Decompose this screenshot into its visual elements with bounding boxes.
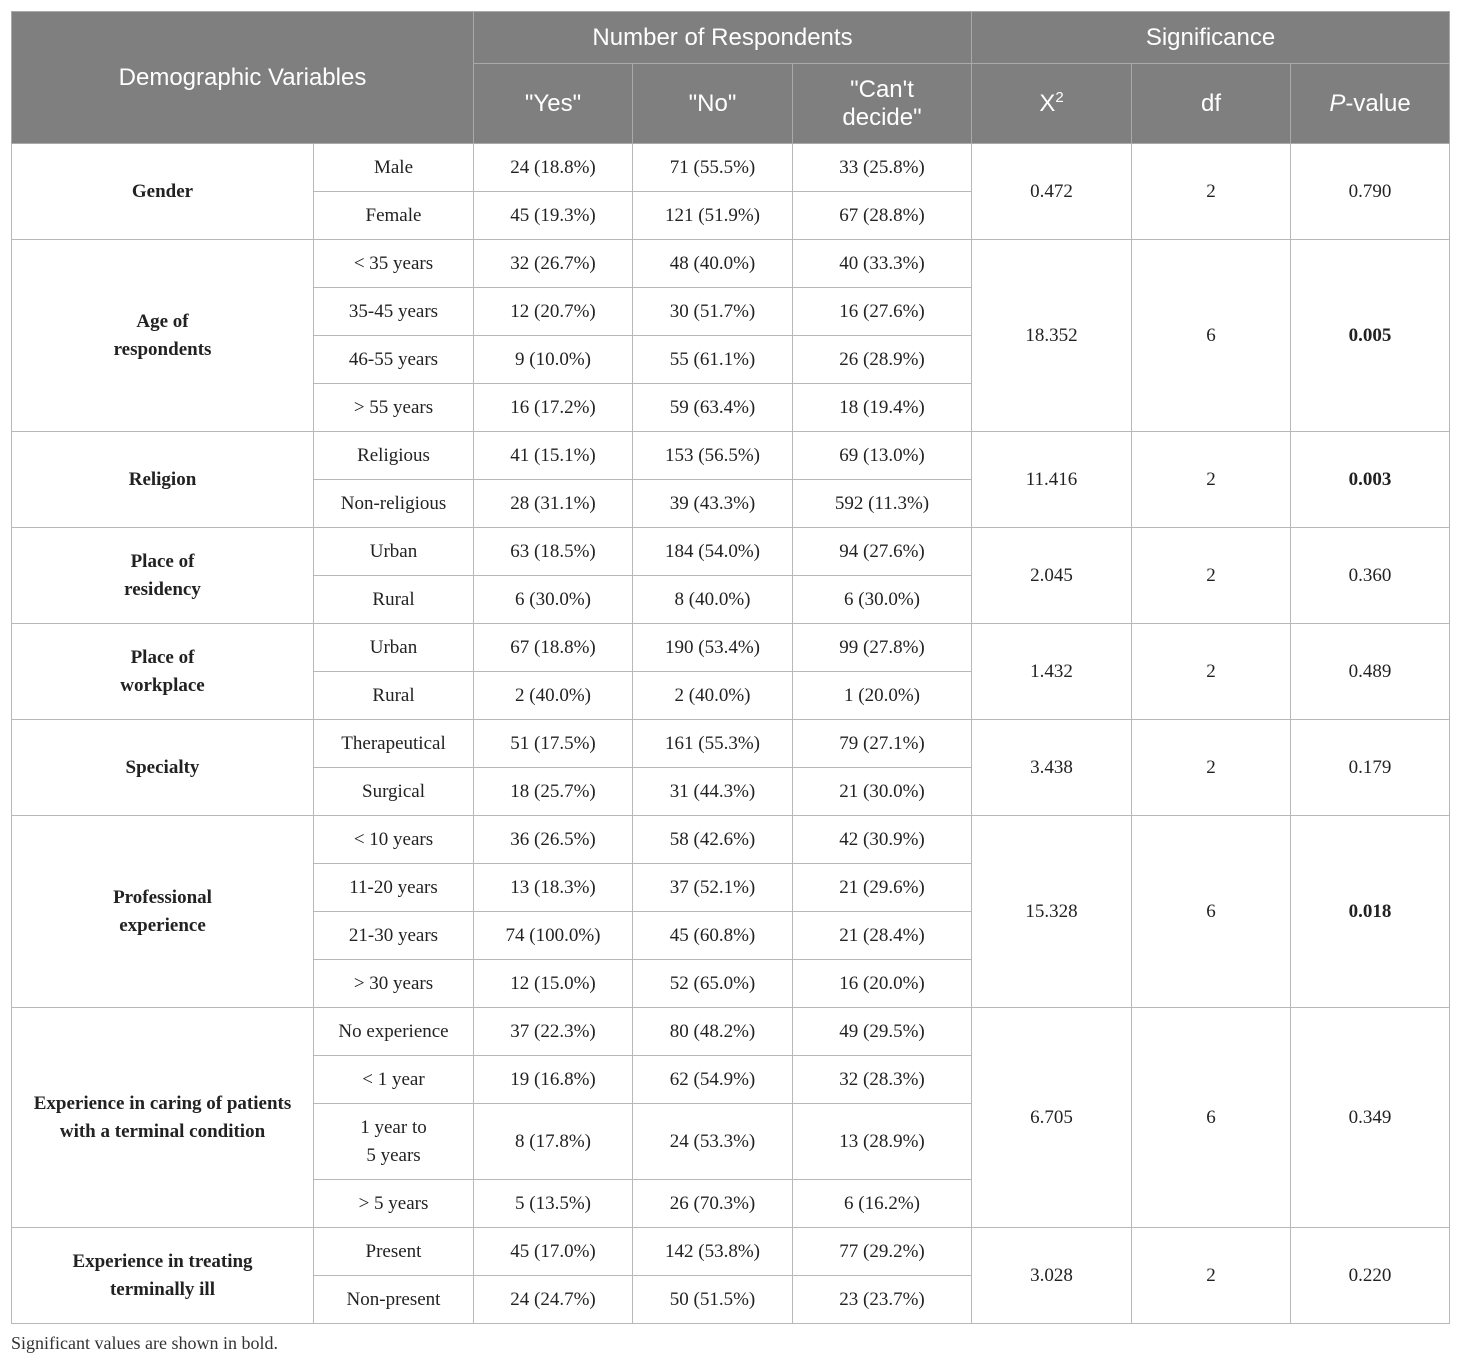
category-cell bbox=[314, 384, 474, 432]
count-no-cell: 2 (40.0%) bbox=[633, 672, 793, 720]
category-cell bbox=[314, 1180, 474, 1228]
table-header bbox=[12, 12, 1450, 144]
count-yes-cell: 19 (16.8%) bbox=[474, 1056, 633, 1104]
category-label-line: 35-45 years bbox=[348, 300, 439, 322]
chi-square-cell: 3.438 bbox=[972, 720, 1132, 816]
count-no-cell: 161 (55.3%) bbox=[633, 720, 793, 768]
df-cell: 6 bbox=[1132, 816, 1291, 1008]
count-yes-cell: 51 (17.5%) bbox=[474, 720, 633, 768]
count-yes-cell: 9 (10.0%) bbox=[474, 336, 633, 384]
count-cant-cell: 77 (29.2%) bbox=[793, 1228, 972, 1276]
chi-square-cell: 2.045 bbox=[972, 528, 1132, 624]
category-cell bbox=[314, 1276, 474, 1324]
count-no-cell: 71 (55.5%) bbox=[633, 144, 793, 192]
variable-name-line: experience bbox=[119, 914, 206, 936]
df-cell: 2 bbox=[1132, 1228, 1291, 1324]
count-yes-cell: 18 (25.7%) bbox=[474, 768, 633, 816]
count-no-cell: 8 (40.0%) bbox=[633, 576, 793, 624]
category-label-line: < 1 year bbox=[362, 1068, 425, 1090]
count-no-cell: 48 (40.0%) bbox=[633, 240, 793, 288]
count-no-cell: 30 (51.7%) bbox=[633, 288, 793, 336]
variable-name-line: workplace bbox=[120, 674, 205, 696]
count-no-cell: 58 (42.6%) bbox=[633, 816, 793, 864]
chi-square-cell: 3.028 bbox=[972, 1228, 1132, 1324]
count-yes-cell: 8 (17.8%) bbox=[474, 1104, 633, 1180]
category-label-line: 1 year to bbox=[360, 1116, 427, 1138]
header-p-value bbox=[1291, 64, 1450, 144]
p-value-cell: 0.489 bbox=[1291, 624, 1450, 720]
count-cant-cell: 40 (33.3%) bbox=[793, 240, 972, 288]
category-cell bbox=[314, 336, 474, 384]
df-cell: 2 bbox=[1132, 624, 1291, 720]
header-p-rest: -value bbox=[1345, 89, 1411, 117]
count-cant-cell: 6 (16.2%) bbox=[793, 1180, 972, 1228]
category-label-line: Male bbox=[373, 156, 414, 178]
p-value-cell: 0.349 bbox=[1291, 1008, 1450, 1228]
category-cell bbox=[314, 912, 474, 960]
count-yes-cell: 74 (100.0%) bbox=[474, 912, 633, 960]
table-row bbox=[12, 528, 1450, 576]
variable-name-line: Religion bbox=[128, 468, 197, 490]
variable-name-line: residency bbox=[124, 578, 201, 600]
count-no-cell: 26 (70.3%) bbox=[633, 1180, 793, 1228]
count-cant-cell: 21 (30.0%) bbox=[793, 768, 972, 816]
variable-name-cell bbox=[12, 144, 314, 240]
chi-square-cell: 15.328 bbox=[972, 816, 1132, 1008]
variable-name-cell bbox=[12, 240, 314, 432]
count-cant-cell: 69 (13.0%) bbox=[793, 432, 972, 480]
category-cell bbox=[314, 1228, 474, 1276]
table-row bbox=[12, 432, 1450, 480]
p-value-cell: 0.005 bbox=[1291, 240, 1450, 432]
count-cant-cell: 16 (20.0%) bbox=[793, 960, 972, 1008]
header-cant-decide-line2: decide" bbox=[842, 103, 922, 131]
variable-name-line: Place of bbox=[130, 550, 195, 572]
category-label-line: < 10 years bbox=[353, 828, 434, 850]
df-cell: 2 bbox=[1132, 432, 1291, 528]
header-df: df bbox=[1132, 64, 1291, 144]
chi-square-cell: 6.705 bbox=[972, 1008, 1132, 1228]
count-yes-cell: 28 (31.1%) bbox=[474, 480, 633, 528]
category-label-line: Non-religious bbox=[340, 492, 447, 514]
category-label-line: No experience bbox=[338, 1020, 449, 1042]
category-cell bbox=[314, 192, 474, 240]
variable-name-cell bbox=[12, 432, 314, 528]
count-cant-cell: 32 (28.3%) bbox=[793, 1056, 972, 1104]
count-yes-cell: 45 (19.3%) bbox=[474, 192, 633, 240]
variable-name-cell bbox=[12, 624, 314, 720]
count-cant-cell: 21 (28.4%) bbox=[793, 912, 972, 960]
count-cant-cell: 79 (27.1%) bbox=[793, 720, 972, 768]
count-cant-cell: 23 (23.7%) bbox=[793, 1276, 972, 1324]
count-cant-cell: 18 (19.4%) bbox=[793, 384, 972, 432]
count-cant-cell: 94 (27.6%) bbox=[793, 528, 972, 576]
count-no-cell: 190 (53.4%) bbox=[633, 624, 793, 672]
category-cell bbox=[314, 672, 474, 720]
header-chi-square-base: X bbox=[1039, 89, 1056, 117]
count-no-cell: 45 (60.8%) bbox=[633, 912, 793, 960]
variable-name-line: Age of bbox=[136, 310, 189, 332]
count-yes-cell: 12 (15.0%) bbox=[474, 960, 633, 1008]
p-value-cell: 0.220 bbox=[1291, 1228, 1450, 1324]
count-yes-cell: 2 (40.0%) bbox=[474, 672, 633, 720]
count-yes-cell: 12 (20.7%) bbox=[474, 288, 633, 336]
df-cell: 6 bbox=[1132, 240, 1291, 432]
count-cant-cell: 49 (29.5%) bbox=[793, 1008, 972, 1056]
count-no-cell: 37 (52.1%) bbox=[633, 864, 793, 912]
category-label-line: < 35 years bbox=[353, 252, 434, 274]
variable-name-cell bbox=[12, 720, 314, 816]
category-label-line: Rural bbox=[372, 684, 415, 706]
category-label-line: Surgical bbox=[362, 780, 425, 802]
variable-name-line: Place of bbox=[130, 646, 195, 668]
category-label-line: 46-55 years bbox=[348, 348, 439, 370]
category-cell bbox=[314, 768, 474, 816]
p-value-cell: 0.360 bbox=[1291, 528, 1450, 624]
category-label-line: > 30 years bbox=[353, 972, 434, 994]
header-significance: Significance bbox=[972, 12, 1450, 64]
chi-square-cell: 1.432 bbox=[972, 624, 1132, 720]
variable-name-line: Specialty bbox=[125, 756, 200, 778]
count-cant-cell: 21 (29.6%) bbox=[793, 864, 972, 912]
count-no-cell: 121 (51.9%) bbox=[633, 192, 793, 240]
variable-name-line: terminally ill bbox=[109, 1278, 215, 1300]
count-no-cell: 50 (51.5%) bbox=[633, 1276, 793, 1324]
category-cell bbox=[314, 480, 474, 528]
category-cell bbox=[314, 240, 474, 288]
count-yes-cell: 41 (15.1%) bbox=[474, 432, 633, 480]
count-cant-cell: 26 (28.9%) bbox=[793, 336, 972, 384]
table-footnote: Significant values are shown in bold. bbox=[11, 1333, 278, 1353]
count-no-cell: 184 (54.0%) bbox=[633, 528, 793, 576]
header-cant-decide bbox=[793, 64, 972, 144]
variable-name-cell bbox=[12, 1008, 314, 1228]
category-cell bbox=[314, 864, 474, 912]
category-label-line: Urban bbox=[369, 636, 418, 658]
count-yes-cell: 6 (30.0%) bbox=[474, 576, 633, 624]
chi-square-cell: 18.352 bbox=[972, 240, 1132, 432]
category-cell bbox=[314, 816, 474, 864]
count-cant-cell: 42 (30.9%) bbox=[793, 816, 972, 864]
category-label-line: Therapeutical bbox=[341, 732, 446, 754]
variable-name-line: Experience in treating bbox=[72, 1250, 253, 1272]
count-yes-cell: 67 (18.8%) bbox=[474, 624, 633, 672]
category-label-line: 21-30 years bbox=[348, 924, 439, 946]
table-row bbox=[12, 1008, 1450, 1056]
category-cell bbox=[314, 1056, 474, 1104]
header-yes: "Yes" bbox=[474, 64, 633, 144]
table-body bbox=[12, 144, 1450, 1324]
df-cell: 2 bbox=[1132, 528, 1291, 624]
table-row bbox=[12, 1228, 1450, 1276]
variable-name-line: Experience in caring of patients bbox=[33, 1092, 292, 1114]
category-cell bbox=[314, 288, 474, 336]
category-cell bbox=[314, 624, 474, 672]
category-label-line: Non-present bbox=[346, 1288, 441, 1310]
variable-name-line: Gender bbox=[131, 180, 194, 202]
count-cant-cell: 13 (28.9%) bbox=[793, 1104, 972, 1180]
count-no-cell: 59 (63.4%) bbox=[633, 384, 793, 432]
category-label-line: 11-20 years bbox=[349, 876, 438, 898]
category-label-line: > 55 years bbox=[353, 396, 434, 418]
header-demographic-variables: Demographic Variables bbox=[12, 12, 474, 144]
count-yes-cell: 24 (18.8%) bbox=[474, 144, 633, 192]
p-value-cell: 0.179 bbox=[1291, 720, 1450, 816]
count-no-cell: 31 (44.3%) bbox=[633, 768, 793, 816]
count-yes-cell: 16 (17.2%) bbox=[474, 384, 633, 432]
header-number-of-respondents: Number of Respondents bbox=[474, 12, 972, 64]
variable-name-line: respondents bbox=[113, 338, 212, 360]
count-yes-cell: 63 (18.5%) bbox=[474, 528, 633, 576]
count-yes-cell: 24 (24.7%) bbox=[474, 1276, 633, 1324]
header-chi-square bbox=[972, 64, 1132, 144]
chi-square-cell: 11.416 bbox=[972, 432, 1132, 528]
category-cell bbox=[314, 960, 474, 1008]
count-yes-cell: 45 (17.0%) bbox=[474, 1228, 633, 1276]
count-no-cell: 52 (65.0%) bbox=[633, 960, 793, 1008]
header-p-italic: P bbox=[1329, 89, 1346, 117]
df-cell: 2 bbox=[1132, 144, 1291, 240]
p-value-cell: 0.018 bbox=[1291, 816, 1450, 1008]
category-cell bbox=[314, 1104, 474, 1180]
count-no-cell: 62 (54.9%) bbox=[633, 1056, 793, 1104]
count-cant-cell: 33 (25.8%) bbox=[793, 144, 972, 192]
table-row bbox=[12, 624, 1450, 672]
count-yes-cell: 36 (26.5%) bbox=[474, 816, 633, 864]
table-row bbox=[12, 816, 1450, 864]
category-label-line: Rural bbox=[372, 588, 415, 610]
results-table bbox=[11, 11, 1450, 1324]
table-row bbox=[12, 720, 1450, 768]
count-no-cell: 153 (56.5%) bbox=[633, 432, 793, 480]
count-cant-cell: 6 (30.0%) bbox=[793, 576, 972, 624]
table-row bbox=[12, 240, 1450, 288]
df-cell: 2 bbox=[1132, 720, 1291, 816]
category-label-line: Religious bbox=[357, 444, 430, 466]
count-yes-cell: 5 (13.5%) bbox=[474, 1180, 633, 1228]
count-no-cell: 142 (53.8%) bbox=[633, 1228, 793, 1276]
variable-name-cell bbox=[12, 1228, 314, 1324]
count-cant-cell: 16 (27.6%) bbox=[793, 288, 972, 336]
count-no-cell: 24 (53.3%) bbox=[633, 1104, 793, 1180]
variable-name-cell bbox=[12, 816, 314, 1008]
category-cell bbox=[314, 432, 474, 480]
category-cell bbox=[314, 528, 474, 576]
header-chi-square-sup: 2 bbox=[1055, 88, 1064, 106]
category-label-line: 5 years bbox=[366, 1144, 421, 1166]
category-label-line: Present bbox=[365, 1240, 422, 1262]
variable-name-line: with a terminal condition bbox=[59, 1120, 266, 1142]
p-value-cell: 0.790 bbox=[1291, 144, 1450, 240]
count-cant-cell: 99 (27.8%) bbox=[793, 624, 972, 672]
category-label-line: > 5 years bbox=[358, 1192, 429, 1214]
category-label-line: Urban bbox=[369, 540, 418, 562]
count-cant-cell: 592 (11.3%) bbox=[793, 480, 972, 528]
header-cant-decide-line1: "Can't bbox=[850, 75, 914, 103]
count-no-cell: 39 (43.3%) bbox=[633, 480, 793, 528]
category-cell bbox=[314, 1008, 474, 1056]
chi-square-cell: 0.472 bbox=[972, 144, 1132, 240]
variable-name-cell bbox=[12, 528, 314, 624]
category-cell bbox=[314, 144, 474, 192]
df-cell: 6 bbox=[1132, 1008, 1291, 1228]
p-value-cell: 0.003 bbox=[1291, 432, 1450, 528]
count-yes-cell: 13 (18.3%) bbox=[474, 864, 633, 912]
table-row bbox=[12, 144, 1450, 192]
count-no-cell: 55 (61.1%) bbox=[633, 336, 793, 384]
count-yes-cell: 32 (26.7%) bbox=[474, 240, 633, 288]
category-cell bbox=[314, 576, 474, 624]
header-no: "No" bbox=[633, 64, 793, 144]
category-cell bbox=[314, 720, 474, 768]
variable-name-line: Professional bbox=[113, 886, 212, 908]
count-yes-cell: 37 (22.3%) bbox=[474, 1008, 633, 1056]
count-cant-cell: 1 (20.0%) bbox=[793, 672, 972, 720]
count-cant-cell: 67 (28.8%) bbox=[793, 192, 972, 240]
category-label-line: Female bbox=[365, 204, 422, 226]
count-no-cell: 80 (48.2%) bbox=[633, 1008, 793, 1056]
